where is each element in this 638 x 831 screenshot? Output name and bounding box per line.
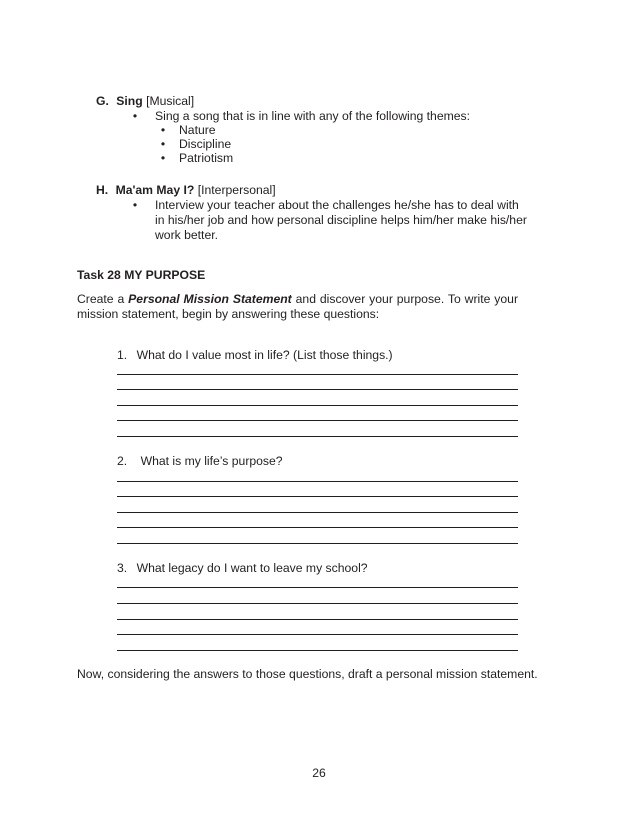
answer-line[interactable]: [117, 512, 518, 513]
answer-line[interactable]: [117, 496, 518, 497]
question-text: What legacy do I want to leave my school?: [136, 561, 368, 575]
task-intro: [77, 292, 518, 322]
task-heading: Task 28 MY PURPOSE: [77, 268, 206, 282]
task-intro-line: mission statement, begin by answering these questions:: [77, 307, 380, 322]
answer-line[interactable]: [117, 420, 518, 421]
section-h-instruction-line: in his/her job and how personal discipline helps him/her make his/her: [155, 213, 527, 228]
theme-item: Discipline: [179, 137, 232, 151]
question-number: 2.: [117, 454, 128, 468]
bullet-icon: •: [160, 137, 166, 151]
answer-line[interactable]: [117, 527, 518, 528]
answer-line[interactable]: [117, 619, 518, 620]
section-g-category: [Musical]: [146, 94, 195, 108]
question-3: [117, 561, 368, 576]
question-text: What is my life’s purpose?: [140, 454, 283, 468]
answer-line[interactable]: [117, 587, 518, 588]
closing-instruction: Now, considering the answers to those questions, draft a personal mission statement.: [77, 667, 538, 681]
question-number: 1.: [117, 348, 128, 362]
question-2: [117, 454, 283, 469]
section-h-heading: [96, 183, 276, 198]
task-intro-before: Create a: [77, 292, 125, 306]
answer-line[interactable]: [117, 481, 518, 482]
task-intro-line: [77, 292, 518, 307]
theme-item: Patriotism: [179, 151, 234, 165]
answer-line[interactable]: [117, 374, 518, 375]
answer-line[interactable]: [117, 634, 518, 635]
bullet-icon: •: [132, 198, 138, 212]
answer-line[interactable]: [117, 436, 518, 437]
answer-line[interactable]: [117, 543, 518, 544]
answer-line[interactable]: [117, 405, 518, 406]
section-h-instruction-line: work better.: [155, 228, 218, 243]
section-g-heading: [96, 94, 194, 109]
section-h-title: Ma'am May I?: [115, 183, 195, 197]
answer-line[interactable]: [117, 603, 518, 604]
page-number: 26: [312, 766, 326, 780]
bullet-icon: •: [160, 123, 166, 137]
section-h-category: [Interpersonal]: [197, 183, 276, 197]
section-g-instruction: Sing a song that is in line with any of the following themes:: [155, 109, 471, 123]
answer-line[interactable]: [117, 389, 518, 390]
question-text: What do I value most in life? (List those things.): [136, 348, 393, 362]
question-1: [117, 348, 393, 363]
theme-item: Nature: [179, 123, 216, 137]
bullet-icon: •: [132, 109, 138, 123]
task-intro-after: and discover your purpose. To write your: [295, 292, 519, 306]
question-number: 3.: [117, 561, 128, 575]
section-g-title: Sing: [116, 94, 143, 108]
section-g-letter: G.: [96, 94, 109, 108]
section-h-instruction: [155, 198, 527, 244]
bullet-icon: •: [160, 151, 166, 165]
answer-line[interactable]: [117, 650, 518, 651]
section-h-instruction-line: Interview your teacher about the challenges he/she has to deal with: [155, 198, 519, 212]
task-intro-emphasis: Personal Mission Statement: [128, 292, 292, 306]
section-h-letter: H.: [96, 183, 109, 197]
